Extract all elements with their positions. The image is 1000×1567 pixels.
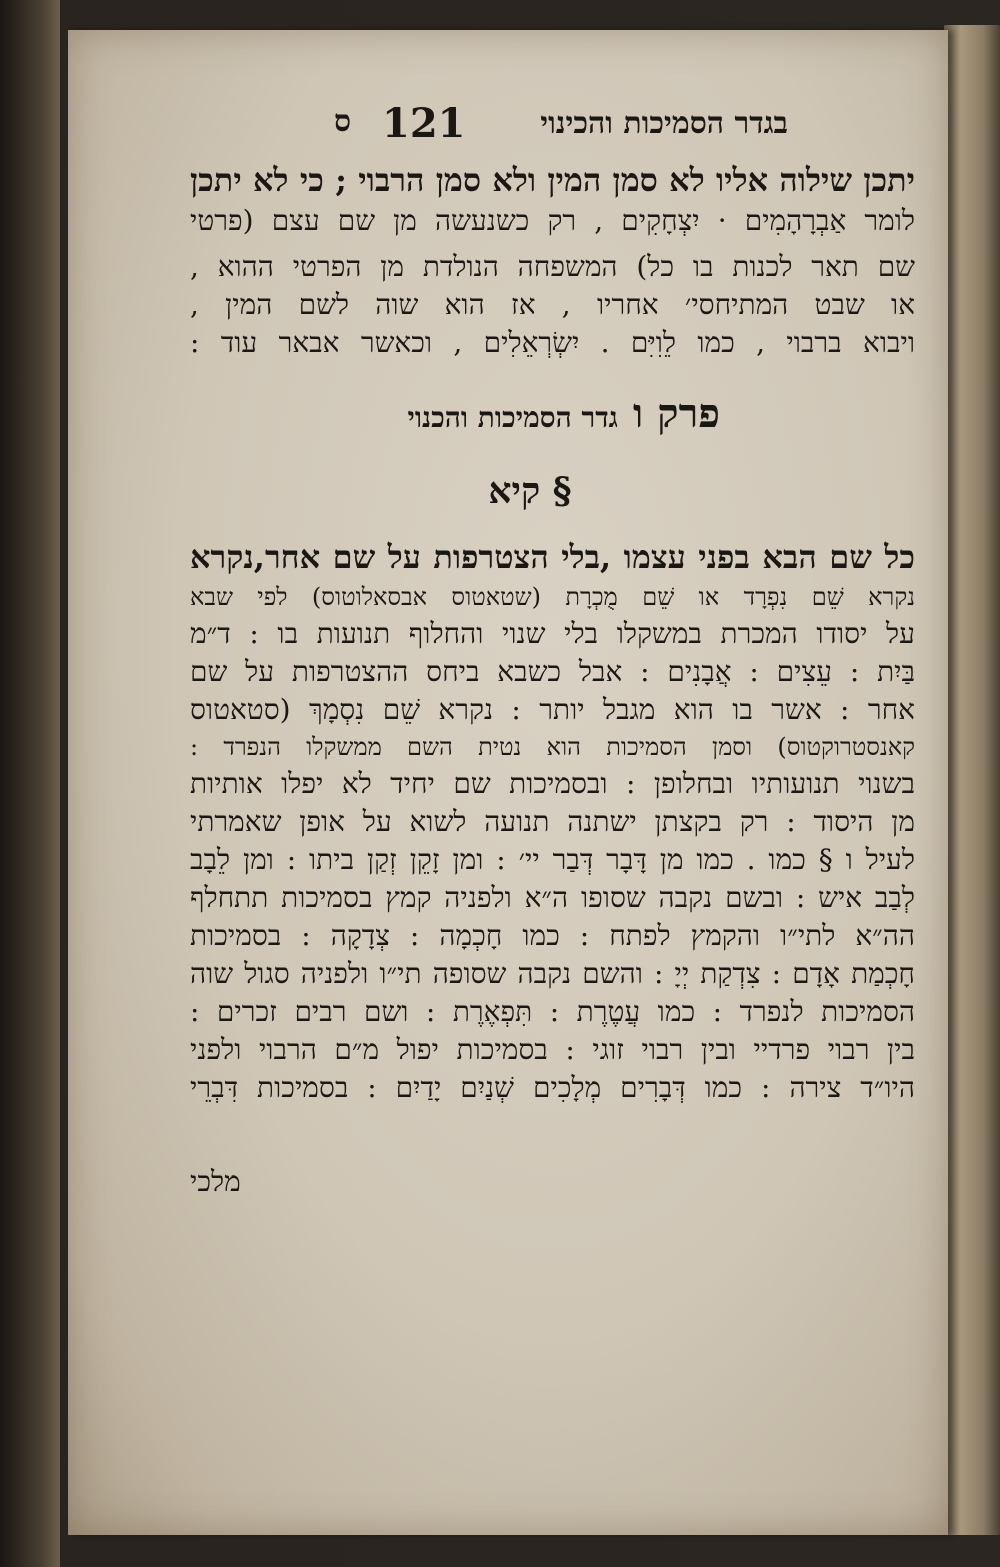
text-line: נקרא שֵׁם נִפְרָד או שֵׁם מֻכְרָת (שטאטוס אבסאלוטוס) לפי שבא	[190, 583, 915, 611]
text-line: היו״ד צירה : כמו דְּבָרִים מְלָכִים שְׁנַיִם יָדַיִם : בסמיכות דִּבְרֵי	[190, 1071, 915, 1104]
chapter-label: פרק ו	[633, 390, 720, 437]
book-cover-edge	[944, 25, 1000, 1535]
text-line: לומר אַבְרָהָמִים · יִצְחָקִים , רק כשנעשה מן שם עצם (פרטי	[190, 204, 915, 237]
page-number: 121	[382, 100, 466, 147]
catchword: מלכי	[190, 1165, 241, 1198]
text-line: בין רבוי פרדיי ובין רבוי זוגי : בסמיכות יפול מ״ם הרבוי ולפני	[190, 1033, 915, 1066]
section-mark: § קיא	[488, 470, 572, 512]
text-line: יתכן שילוה אליו לא סמן המין ולא סמן הרבוי ; כי לא יתכן	[190, 161, 915, 199]
page-sheet	[68, 30, 948, 1535]
text-line: קאנסטרוקטוס) וסמן הסמיכות הוא נטית השם ממשקלו הנפרד :	[190, 733, 915, 761]
signature-mark: ס	[334, 104, 352, 139]
chapter-title: גדר הסמיכות והכנוי	[407, 401, 618, 434]
left-page-edge	[0, 0, 60, 1567]
text-line: בַּיִת : עֵצִים : אֲבָנִים : אבל כשבא ביחס ההצטרפות על שם	[190, 655, 915, 688]
text-line: או שבט המתיחסי׳ אחריו , אז הוא שוה לשם המין ,	[190, 288, 915, 321]
chapter-heading	[330, 390, 720, 437]
text-line: בשנוי תנועותיו ובחלופן : ובסמיכות שם יחיד לא יפלו אותיות	[190, 767, 915, 800]
running-title: בגדר הסמיכות והכינוי	[540, 106, 788, 141]
text-line: אחר : אשר בו הוא מגבל יותר : נקרא שֵׁם נִסְמָךְ (סטאטוס	[190, 693, 915, 726]
text-line: כל שם הבא בפני עצמו ,בלי הצטרפות על שם אחר,נקרא	[190, 538, 915, 576]
main-paragraph	[190, 535, 915, 1107]
intro-paragraph	[190, 158, 915, 362]
text-line: ויבוא ברבוי , כמו לֵוִיִּם . יִשְׂרְאֵלִים , וכאשר אבאר עוד :	[190, 326, 915, 359]
text-line: על יסודו המכרת במשקלו בלי שנוי והחלוף תנועות בו : ד״מ	[190, 617, 915, 650]
text-line: הה״א לתי״ו והקמץ לפתח : כמו חָכְמָה : צְדָקָה : בסמיכות	[190, 919, 915, 952]
text-line: חָכְמַת אָדָם : צִדְקַת יְיָ : והשם נקבה שסופה תי״ו ולפניה סגול שוה	[190, 957, 915, 990]
text-line: לְבַב איש : ובשם נקבה שסופו ה״א ולפניה קמץ בסמיכות תתחלף	[190, 881, 915, 914]
text-line: שם תאר לכנות בו כל) המשפחה הנולדת מן הפרטי ההוא ,	[190, 250, 915, 283]
text-line: לעיל ו § כמו . כמו מן דָּבָר דְּבַר יי׳ : ומן זָקֵן זְקַן ביתו : ומן לֵבָב	[190, 843, 915, 876]
text-line: הסמיכות לנפרד : כמו עֲטֶרֶת : תִּפְאֶרֶת : ושם רבים זכרים :	[190, 995, 915, 1028]
text-line: מן היסוד : רק בקצתן ישתנה תנועה לשוא על אופן שאמרתי	[190, 805, 915, 838]
running-head	[268, 100, 788, 150]
